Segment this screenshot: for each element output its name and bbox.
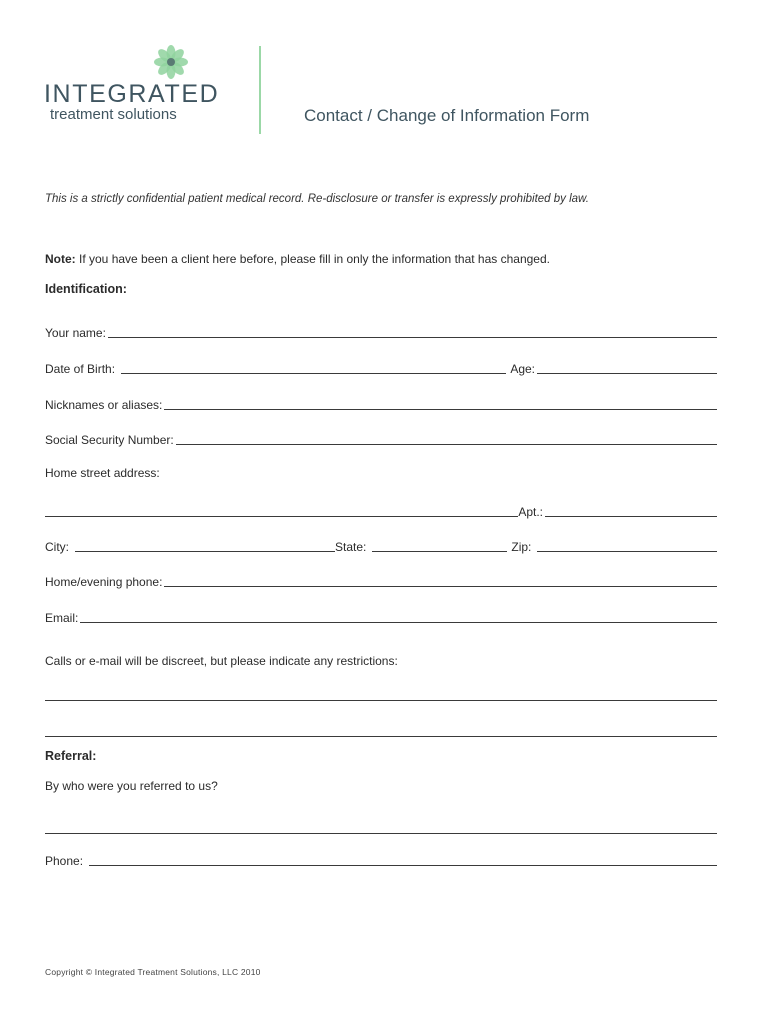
zip-label: Zip:: [511, 540, 532, 554]
header-divider: [259, 46, 261, 134]
apt-label: Apt.:: [518, 505, 543, 519]
restrictions-row-2: [45, 721, 717, 739]
ssn-field[interactable]: [176, 432, 717, 445]
note-text: If you have been a client here before, please fill in only the information that has changed.: [75, 252, 550, 266]
your-name-label: Your name:: [45, 326, 106, 340]
dob-field[interactable]: [121, 361, 506, 374]
referral-phone-row: [45, 850, 717, 868]
confidentiality-notice: This is a strictly confidential patient medical record. Re-disclosure or transfer is expressly prohibited by law.: [45, 193, 589, 205]
email-label: Email:: [45, 611, 79, 625]
city-field[interactable]: [75, 539, 335, 552]
restrictions-field-1[interactable]: [45, 688, 717, 701]
ssn-row: [45, 429, 717, 447]
logo-title: INTEGRATED: [44, 80, 220, 108]
form-title: Contact / Change of Information Form: [304, 106, 590, 125]
referral-question: By who were you referred to us?: [45, 779, 218, 793]
apt-field[interactable]: [545, 504, 717, 517]
referral-heading: Referral:: [45, 749, 97, 763]
age-field[interactable]: [537, 361, 717, 374]
restrictions-field-2[interactable]: [45, 724, 717, 737]
nicknames-row: [45, 394, 717, 412]
home-phone-field[interactable]: [164, 574, 717, 587]
home-phone-row: [45, 571, 717, 589]
age-label: Age:: [510, 362, 535, 376]
identification-heading: Identification:: [45, 282, 127, 296]
email-field[interactable]: [80, 610, 717, 623]
home-address-label: Home street address:: [45, 466, 160, 480]
city-label: City:: [45, 540, 69, 554]
restrictions-label: Calls or e-mail will be discreet, but please indicate any restrictions:: [45, 654, 398, 668]
flower-icon: [153, 44, 189, 80]
logo-subtitle: treatment solutions: [50, 106, 177, 123]
restrictions-row-1: [45, 685, 717, 703]
dob-row: [45, 358, 717, 376]
home-address-field[interactable]: [45, 504, 518, 517]
note-label: Note:: [45, 252, 76, 266]
state-label: State:: [335, 540, 367, 554]
copyright: Copyright © Integrated Treatment Solutions, LLC 2010: [45, 967, 261, 977]
referral-phone-label: Phone:: [45, 854, 84, 868]
state-field[interactable]: [372, 539, 507, 552]
home-phone-label: Home/evening phone:: [45, 575, 163, 589]
note: [45, 252, 550, 266]
ssn-label: Social Security Number:: [45, 433, 174, 447]
nicknames-field[interactable]: [164, 397, 717, 410]
your-name-row: [45, 322, 717, 340]
address-row: [45, 501, 717, 519]
nicknames-label: Nicknames or aliases:: [45, 398, 163, 412]
email-row: [45, 607, 717, 625]
dob-label: Date of Birth:: [45, 362, 116, 376]
referral-phone-field[interactable]: [89, 853, 717, 866]
city-state-zip-row: [45, 536, 717, 554]
your-name-field[interactable]: [108, 325, 717, 338]
referral-field[interactable]: [45, 821, 717, 834]
zip-field[interactable]: [537, 539, 717, 552]
referral-row: [45, 818, 717, 836]
